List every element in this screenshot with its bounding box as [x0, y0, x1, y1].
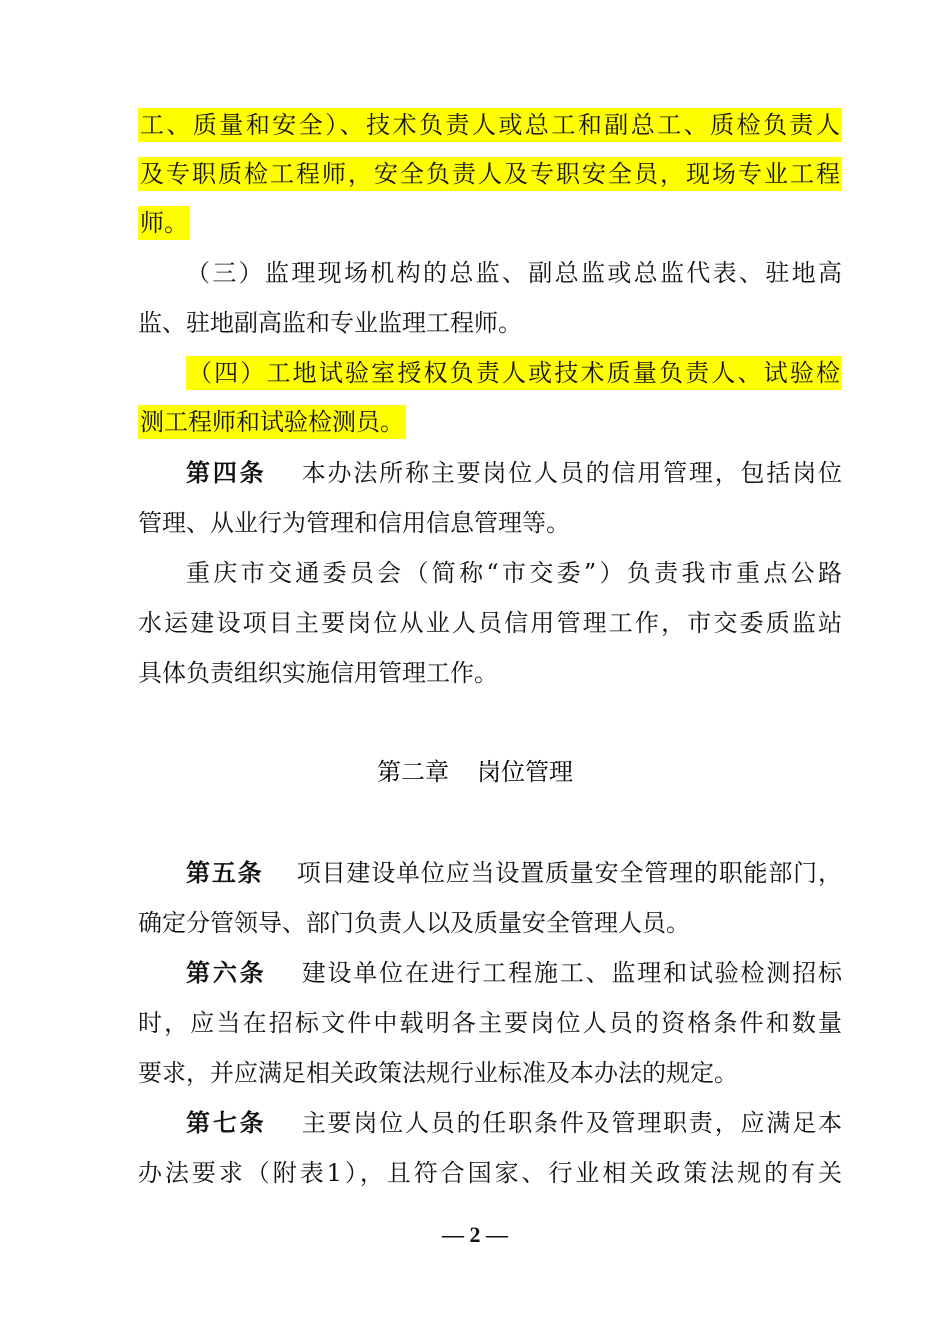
- paragraph-line: 水运建设项目主要岗位从业人员信用管理工作，市交委质监站: [138, 609, 842, 637]
- article-line: [138, 456, 842, 490]
- article-heading: 第五条: [186, 858, 264, 887]
- paragraph-line: [138, 157, 842, 191]
- article-heading: 第七条: [186, 1108, 267, 1137]
- highlighted-text: 及专职质检工程师，安全负责人及专职安全员，现场专业工程: [138, 157, 842, 191]
- chapter-title: 岗位管理: [477, 758, 573, 786]
- article-text: 建设单位在进行工程施工、监理和试验检测招标: [301, 959, 842, 987]
- paragraph-line: 要求，并应满足相关政策法规行业标准及本办法的规定。: [138, 1059, 738, 1087]
- highlighted-text: 师。: [138, 206, 190, 240]
- paragraph-line: [138, 108, 842, 142]
- paragraph-line: [138, 356, 842, 390]
- paragraph-line: 管理、从业行为管理和信用信息管理等。: [138, 509, 570, 537]
- highlighted-text: 测工程师和试验检测员。: [138, 405, 406, 439]
- paragraph-line: 重庆市交通委员会（简称“市交委”）负责我市重点公路: [186, 559, 842, 587]
- article-heading: 第四条: [186, 458, 267, 487]
- chapter-number: 第二章: [377, 758, 449, 786]
- paragraph-line: 具体负责组织实施信用管理工作。: [138, 659, 498, 687]
- paragraph-line: （三）监理现场机构的总监、副总监或总监代表、驻地高: [186, 259, 842, 287]
- paragraph-line: 时，应当在招标文件中载明各主要岗位人员的资格条件和数量: [138, 1009, 842, 1037]
- highlighted-text: 工、质量和安全）、技术负责人或总工和副总工、质检负责人: [138, 108, 842, 142]
- paragraph-line: 办法要求（附表1），且符合国家、行业相关政策法规的有关: [138, 1159, 842, 1187]
- article-line: [138, 856, 842, 890]
- article-heading: 第六条: [186, 958, 267, 987]
- article-text: 本办法所称主要岗位人员的信用管理，包括岗位: [301, 459, 842, 487]
- page-number: — 2 —: [442, 1222, 508, 1247]
- paragraph-line: 监、驻地副高监和专业监理工程师。: [138, 309, 522, 337]
- paragraph-line: [138, 405, 842, 439]
- article-line: [138, 1106, 842, 1140]
- paragraph-line: 确定分管领导、部门负责人以及质量安全管理人员。: [138, 909, 690, 937]
- chapter-heading: [0, 754, 950, 790]
- article-text: 主要岗位人员的任职条件及管理职责，应满足本: [301, 1109, 842, 1137]
- highlighted-text: （四）工地试验室授权负责人或技术质量负责人、试验检: [186, 356, 842, 390]
- article-line: [138, 956, 842, 990]
- paragraph-line: [138, 206, 842, 240]
- article-text: 项目建设单位应当设置质量安全管理的职能部门，: [296, 859, 842, 887]
